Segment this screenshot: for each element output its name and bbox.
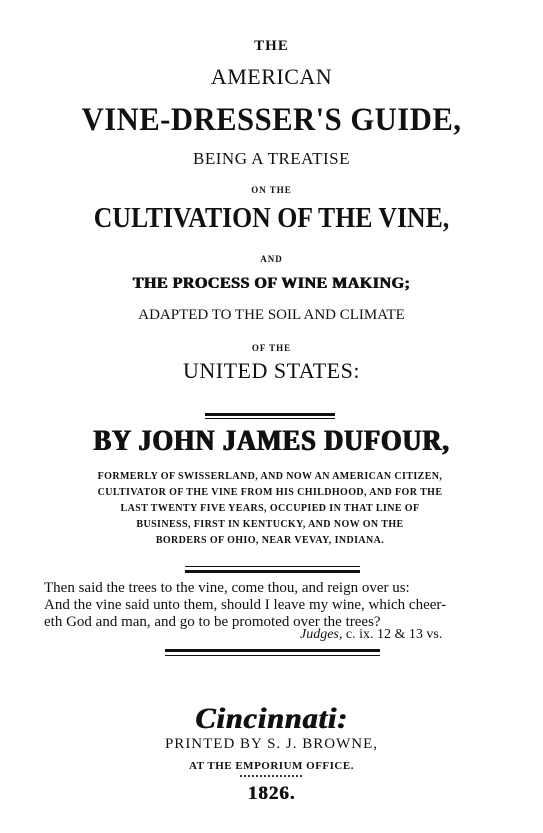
subtitle-of-the: OF THE: [251, 343, 292, 353]
author-description-line: FORMERLY OF SWISSERLAND, AND NOW AN AMERICAN CITIZEN,: [97, 471, 443, 482]
epigraph-line: Then said the trees to the vine, come thou, and reign over us:: [44, 580, 410, 596]
author-description-line: BUSINESS, FIRST IN KENTUCKY, AND NOW ON THE: [136, 519, 404, 530]
epigraph: [44, 580, 504, 631]
title-the: THE: [254, 38, 289, 54]
main-title: VINE-DRESSER'S GUIDE,: [81, 102, 462, 138]
author-byline: BY JOHN JAMES DUFOUR,: [93, 424, 450, 457]
imprint-city: Cincinnati:: [195, 702, 348, 735]
author-description-line: BORDERS OF OHIO, NEAR VEVAY, INDIANA.: [155, 535, 385, 546]
epigraph-line: eth God and man, and go to be promoted over the trees?: [44, 614, 381, 630]
subtitle-united-states: UNITED STATES:: [183, 358, 360, 383]
divider-rule-thin: [165, 655, 380, 656]
subtitle-adapted: ADAPTED TO THE SOIL AND CLIMATE: [138, 307, 405, 323]
epigraph-line: And the vine said unto them, should I leave my wine, which cheer-: [44, 597, 447, 613]
title-american: AMERICAN: [210, 64, 333, 89]
subtitle-process: THE PROCESS OF WINE MAKING;: [132, 275, 411, 292]
author-description-line: CULTIVATOR OF THE VINE FROM HIS CHILDHOOD, AND FOR THE: [97, 487, 443, 498]
divider-rule-thick: [165, 649, 380, 652]
epigraph-reference-book: Judges,: [300, 627, 343, 642]
imprint-printer: PRINTED BY S. J. BROWNE,: [164, 736, 379, 752]
imprint-office: AT THE EMPORIUM OFFICE.: [189, 760, 354, 772]
imprint-year: 1826.: [247, 783, 296, 804]
divider-rule-thick: [185, 570, 360, 573]
divider-rule-thin: [205, 418, 335, 419]
divider-rule-thick: [205, 413, 335, 416]
epigraph-reference-verse: c. ix. 12 & 13 vs.: [345, 627, 443, 642]
subtitle-being: BEING A TREATISE: [193, 149, 350, 168]
divider-rule-thin: [185, 566, 360, 567]
dotted-divider: [240, 775, 302, 777]
subtitle-on-the: ON THE: [251, 185, 292, 195]
author-description-line: LAST TWENTY FIVE YEARS, OCCUPIED IN THAT LINE OF: [120, 503, 420, 514]
epigraph-reference: [300, 627, 442, 643]
subtitle-cultivation: CULTIVATION OF THE VINE,: [93, 203, 450, 234]
author-description: [40, 469, 500, 549]
subtitle-and: AND: [260, 254, 283, 264]
